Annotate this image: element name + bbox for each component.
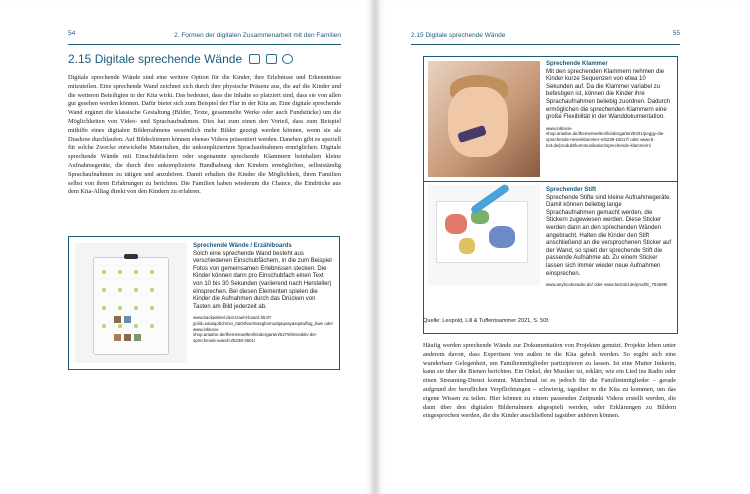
info-box-body: Solch eine sprechende Wand besteht aus verschiedenen Einschubfächern, in die zum Beispiel Fotos von gemeinsamen Erlebnissen stecken. Die Kinder können dann pro Einschubfach einen Text von 10 bis 30 Sekunden (variierend nach Hersteller) einsprechen. Bei diesen Elementen spielen die Kinder die Aufnahmen durch das Drücken von Tasten am Bild jederzeit ab. xyxy=(193,250,332,310)
talking-wall-board-image xyxy=(93,257,169,355)
body-paragraph: Digitale sprechende Wände sind eine weitere Option für die Kinder, ihre Erlebnisse und Erkenntnisse mitzuteilen. Eine sprechende Wand zeichnet sich durch ihre physische Präsenz aus, die auf die Kinder und die weiteren Beteiligten in der Kita wirkt. Das bedeutet, dass die Inhalte so platziert sind, dass sie von allen gut gesehen werden können. Dafür bietet sich zum Beispiel der Flur in der Kita an. Eine digitale sprechende Wand ergänzt die klassische Gestaltung (Bilder, Texte, gesammelte Werke oder auch Fundstücke) um die Möglichkeiten von Video- und Sprachaufnahmen. Dies hat zum einen den Vorteil, dass zum Beispiel mithilfe eines digitalen Bilderrahmens wesentlich mehr Bilder gezeigt werden können, wenn sie als Diashow durchlaufen. Auf Bildschirmen können ebenso Videos präsentiert werden. Daneben gibt es speziell für solche Zwecke entwickelte Materialien, die unkompliziertere Sprachaufnahmen ermöglichen. Digitale sprechende Wände mit Einschubfächern oder sogenannte sprechende Klammern beinhalten kleine Aufnahmegeräte, die durch ihre unkomplizierte Handhabung den Kindern ermöglichen, selbstständig Sprachaufnahmen zu tätigen und anzuhören. Damit erhalten die Kinder die Möglichkeit, ihren Familien selbst von ihren Erfahrungen zu berichten. Die Familien haben wiederum die Chance, die Eindrücke aus dem Kita-Alltag direkt von den Kindern zu erfahren. xyxy=(68,74,341,196)
pen-box-text xyxy=(546,187,672,288)
body-paragraph-right: Häufig werden sprechende Wände zur Dokumentation von Projekten genutzt. Projekte leben unter anderem davon, dass Expertisen von außen in die Kita geholt werden. So ergibt sich eine wunderbare Gelegenheit, um Familienmitglieder partizipieren zu lassen. Ist eine Mutter Imkerin, kann sie über die Bienen berichten. Ein Onkel, der Musiker ist, erklärt, wie ein Lied ins Radio oder einen Streaming-Dienst kommt. Manchmal ist es jedoch für die Familienmitglieder – gerade aufgrund der beruflichen Verpflichtungen – schwierig, tagsüber in die Kita zu kommen, um das eigene Wissen zu teilen. Hier können zu einem passenden Zeitpunkt Videos erstellt werden, die dann über den digitalen Bilderrahmen abgespielt werden, oder Erklärungen zu Bildern eingesprochen werden, die die Kinder anschließend tagsüber anhören können. xyxy=(423,342,676,420)
left-page xyxy=(0,0,373,494)
pen-box-title: Sprechender Stift xyxy=(546,187,597,193)
page-number-right: 55 xyxy=(672,30,680,37)
camera-icon xyxy=(282,54,293,64)
info-box-text xyxy=(193,243,333,343)
info-box-right xyxy=(423,56,678,334)
right-page xyxy=(377,0,750,494)
section-icons xyxy=(249,53,295,67)
clip-box-body: Mit den sprechenden Klammern nehmen die Kinder kurze Sequenzen von etwa 10 Sekunden auf. Da die Klammer variabel zu befestigen ist, können die Kinder ihre Sprachaufnahmen beliebig zuordnen. Dadurch ermöglichen die sprechenden Klammern eine große Flexibilität in der Wanddokumentation. xyxy=(546,68,671,121)
boy-with-clip-photo xyxy=(428,61,540,177)
clip-box-url: www.inklusiv-shop.ariadne.de/themenwelten/kindergarten/6331/peggy-die-sprechende-riesenklammer-n/5238-15017/ oder www.b-bot.de/produkt/kommunikation/sprechende-klammern/ xyxy=(546,125,665,148)
source-citation: Quelle: Leopold, Lill & Tuffentsammer 2021, S. 50f. xyxy=(423,318,550,324)
running-title: 2. Formen der digitalen Zusammenarbeit mit den Familien xyxy=(174,32,341,39)
talking-wall-photo xyxy=(75,243,187,363)
clip-box-title: Sprechende Klammer xyxy=(546,61,608,67)
info-box-talking-wall xyxy=(68,236,340,370)
sound-icon xyxy=(249,54,260,64)
pen-box-body: Sprechende Stifte sind kleine Aufnahmegeräte. Damit können beliebig lange Sprachaufnahmen gemacht werden, die Stickern zugewiesen werden. Diese Sticker werden dann an den sprechenden Wänden angebracht. Halten die Kinder den Stift anschließend an die versprochenen Sticker auf der Wand, so spielt der sprechende Stift die passende Aufnahme ab. Zu einem Sticker lassen sich immer wieder neue Aufnahmen einsprechen. xyxy=(546,194,672,277)
section-title-text: 2.15 Digitale sprechende Wände xyxy=(68,52,243,66)
info-box-url: www.backwinkel.de/erzaehl-board.html?gclid=eaiaiqobchmio_0a0sfvwnlvaxgbomodqaqvayaxqaiwflog_bwe oder www.inklusiv-shop.ariadne.de/themenwelten/kindergarten/5279/interaktiv-die-sprechende-wand-n/5238-3601/ xyxy=(193,315,333,343)
tablet-icon xyxy=(266,54,277,64)
info-box-title: Sprechende Wände / Erzählboards xyxy=(193,243,292,249)
header-rule-right xyxy=(411,44,680,45)
section-title xyxy=(68,52,295,67)
running-title-right: 2.15 Digitale sprechende Wände xyxy=(411,32,506,39)
pen-and-map-photo xyxy=(428,185,540,285)
pen-box-url: www.anybookreader.de/ oder www.betzold.de/prod/E_754698/ xyxy=(546,282,668,288)
page-number: 54 xyxy=(68,30,76,37)
header-rule xyxy=(68,44,341,45)
box-divider xyxy=(424,181,677,182)
clip-box-text xyxy=(546,61,672,148)
